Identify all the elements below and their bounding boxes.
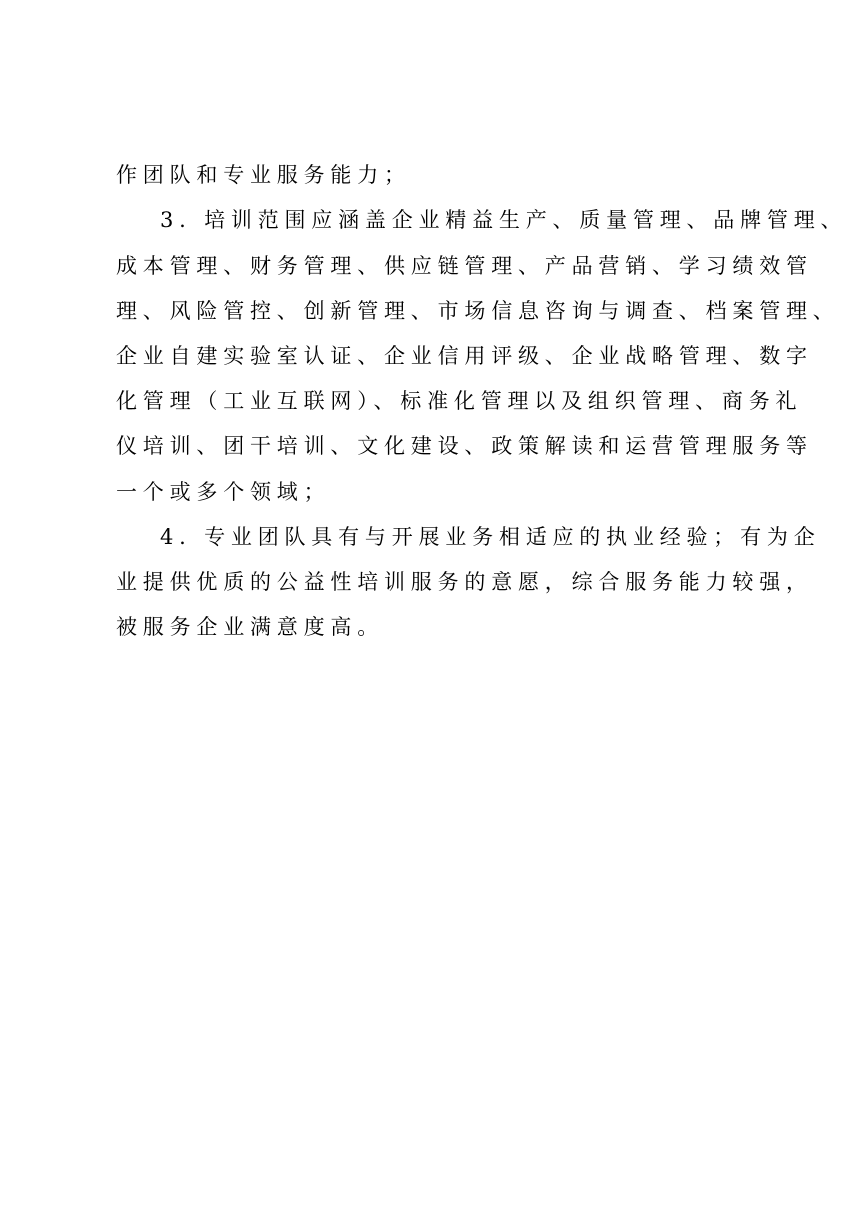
text-line-8: 一个或多个领域；	[116, 480, 331, 504]
text-line-5: 企业自建实验室认证、企业信用评级、企业战略管理、数字	[116, 344, 813, 368]
text-line-1: 作团队和专业服务能力；	[116, 163, 411, 187]
text-line-7: 仪培训、团干培训、文化建设、政策解读和运营管理服务等	[116, 434, 813, 458]
text-line-11: 被服务企业满意度高。	[116, 615, 384, 639]
text-line-2: 3. 培训范围应涵盖企业精益生产、质量管理、品牌管理、	[160, 208, 848, 232]
text-line-9: 4. 专业团队具有与开展业务相适应的执业经验；有为企	[160, 525, 821, 549]
text-line-10: 业提供优质的公益性培训服务的意愿，综合服务能力较强，	[116, 570, 813, 594]
text-line-6: 化管理（工业互联网）、标准化管理以及组织管理、商务礼	[116, 389, 803, 413]
text-line-4: 理、风险管控、创新管理、市场信息咨询与调查、档案管理、	[116, 299, 840, 323]
text-line-3: 成本管理、财务管理、供应链管理、产品营销、学习绩效管	[116, 254, 813, 278]
